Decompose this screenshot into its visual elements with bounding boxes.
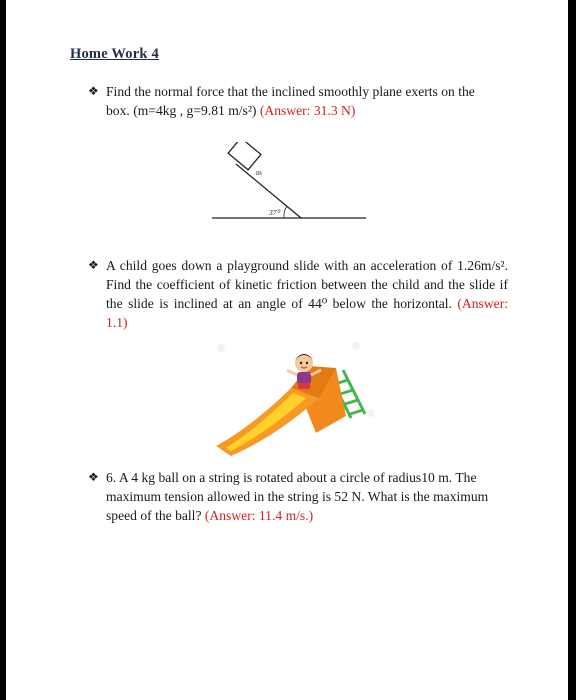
problem-1-answer: (Answer: 31.3 N): [259, 103, 356, 118]
problem-3-body: 6. A 4 kg ball on a string is rotated about a circle of radius10 m. The maximum tension allowed in the string is 52 N. What is the maximum speed of the ball?: [106, 470, 489, 523]
problem-3: [88, 468, 508, 525]
inclined-plane-figure: [206, 142, 376, 227]
box-label: m: [256, 168, 262, 177]
page-title: Home Work 4: [70, 46, 159, 62]
problem-1-line-1: Find the normal force that the inclined smoothly plane exerts on the: [106, 84, 475, 99]
diamond-bullet-icon: ❖: [88, 470, 99, 484]
problem-3-text: [88, 468, 508, 525]
problem-3-answer: (Answer: 11.4 m/s.): [204, 508, 314, 523]
diamond-bullet-icon: ❖: [88, 258, 99, 272]
playground-slide-illustration: [201, 338, 381, 458]
slide-stripe: [226, 393, 306, 451]
angle-arc: [284, 206, 287, 218]
problem-1-givens: box. (m=4kg , g=9.81 m/s²): [106, 103, 257, 118]
problem-2-text: [88, 256, 508, 332]
problem-2: [88, 256, 508, 332]
problem-2-body: A child goes down a playground slide with an acceleration of 1.26m/s². Find the coefficient of kinetic friction between the child and the slide if the slide is inclined at an angle of 44⁰ below the horizontal.: [106, 258, 508, 311]
box-shape: [228, 142, 261, 170]
problem-2-answer: (Answer: 1.1): [106, 296, 508, 330]
diamond-bullet-icon: ❖: [88, 84, 99, 98]
problem-1-line-2: [88, 101, 508, 120]
problem-1: [88, 82, 508, 120]
right-scrollbar[interactable]: [568, 0, 576, 700]
angle-label: 37⁰: [269, 208, 280, 217]
document-page: [6, 0, 568, 700]
